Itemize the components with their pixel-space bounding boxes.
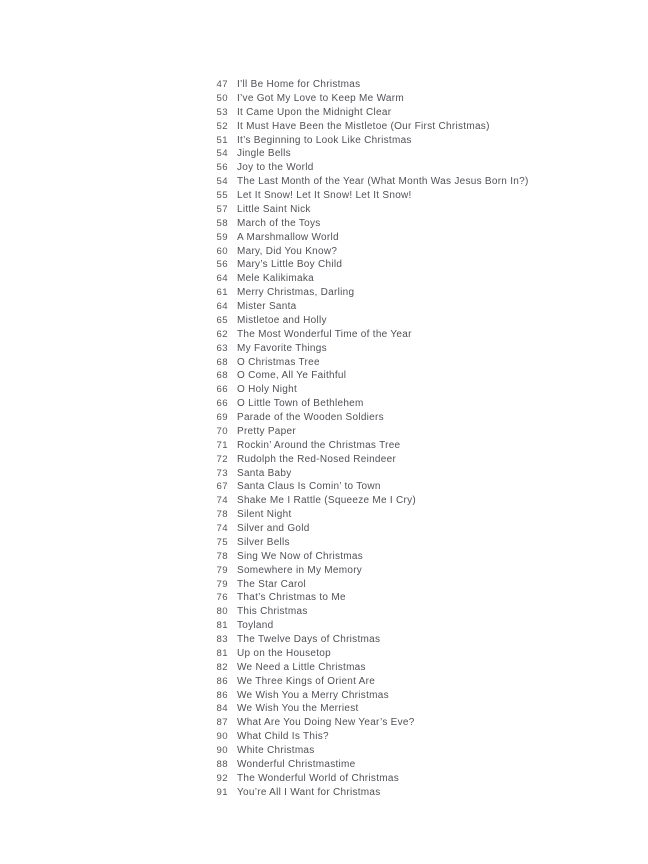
entry-song-title: O Christmas Tree [237,356,320,368]
toc-entry [196,508,529,522]
toc-entry [196,411,529,425]
toc-entry [196,397,529,411]
toc-entry [196,106,529,120]
toc-entry [196,702,529,716]
toc-entry [196,675,529,689]
entry-page-number: 82 [216,661,228,673]
toc-entry [196,328,529,342]
entry-song-title: March of the Toys [237,217,321,229]
entry-song-title: O Little Town of Bethlehem [237,398,364,410]
entry-song-title: We Need a Little Christmas [237,661,366,673]
entry-page-number: 54 [216,148,228,160]
entry-song-title: What Child Is This? [237,731,329,743]
entry-song-title: Up on the Housetop [237,647,331,659]
entry-page-number: 76 [216,592,228,604]
toc-entry [196,564,529,578]
entry-page-number: 86 [216,689,228,701]
toc-entry [196,730,529,744]
entry-page-number: 91 [216,786,228,798]
entry-page-number: 84 [216,703,228,715]
entry-page-number: 78 [216,509,228,521]
entry-song-title: Mistletoe and Holly [237,314,327,326]
entry-page-number: 65 [216,314,228,326]
entry-song-title: Somewhere in My Memory [237,564,363,576]
entry-song-title: Mary, Did You Know? [237,245,338,257]
entry-page-number: 68 [216,356,228,368]
toc-entry [196,217,529,231]
entry-song-title: It’s Beginning to Look Like Christmas [237,134,412,146]
entry-song-title: Pretty Paper [237,425,296,437]
entry-song-title: Jingle Bells [237,148,291,160]
entry-song-title: We Wish You the Merriest [237,703,359,715]
entry-song-title: The Wonderful World of Christmas [237,772,399,784]
entry-song-title: Silver and Gold [237,523,310,534]
entry-song-title: Santa Baby [237,467,292,479]
entry-page-number: 83 [216,634,228,645]
entry-page-number: 57 [216,203,228,215]
toc-entry [196,78,529,92]
entry-page-number: 73 [216,467,228,479]
entry-song-title: O Holy Night [237,384,298,396]
entry-page-number: 61 [216,287,228,299]
entry-page-number: 52 [216,120,228,132]
toc-entry [196,286,529,300]
toc-entry [196,619,529,633]
entry-page-number: 87 [216,717,228,729]
entry-song-title: I’ve Got My Love to Keep Me Warm [237,92,404,104]
toc-entry [196,647,529,661]
entry-page-number: 88 [216,758,228,770]
entry-page-number: 55 [216,190,228,201]
entry-song-title: Silent Night [237,509,292,521]
entry-page-number: 80 [216,606,228,618]
toc-entry [196,439,529,453]
toc-entry [196,689,529,703]
entry-page-number: 92 [216,772,228,784]
entry-song-title: Joy to the World [237,162,314,174]
toc-entry [196,758,529,772]
toc-entry [196,633,529,647]
entry-page-number: 66 [216,398,228,410]
entry-song-title: A Marshmallow World [237,231,339,243]
toc-entry [196,480,529,494]
entry-song-title: Mary’s Little Boy Child [237,259,343,271]
entry-page-number: 54 [216,176,228,188]
entry-song-title: Mister Santa [237,301,297,312]
entry-page-number: 81 [216,647,228,659]
entry-song-title: You’re All I Want for Christmas [237,786,381,798]
entry-page-number: 50 [216,92,228,104]
toc-entry [196,467,529,481]
entry-page-number: 56 [216,162,228,174]
entry-song-title: Little Saint Nick [237,203,311,215]
entry-song-title: Shake Me I Rattle (Squeeze Me I Cry) [237,495,417,507]
toc-entry [196,314,529,328]
toc-entry [196,494,529,508]
entry-song-title: Silver Bells [237,536,290,548]
entry-page-number: 79 [216,578,228,590]
entry-song-title: Toyland [237,620,274,632]
toc-entry [196,245,529,259]
toc-entry [196,744,529,758]
toc-entry [196,661,529,675]
toc-entry [196,92,529,106]
entry-page-number: 74 [216,523,228,534]
toc-entry [196,189,529,203]
toc-entry [196,203,529,217]
entry-page-number: 66 [216,384,228,396]
toc-entry [196,369,529,383]
entry-page-number: 47 [216,79,228,90]
entry-page-number: 58 [216,217,228,229]
toc-entry [196,134,529,148]
entry-page-number: 72 [216,453,228,465]
toc-entry [196,605,529,619]
entry-page-number: 53 [216,106,228,118]
entry-page-number: 56 [216,259,228,271]
entry-page-number: 70 [216,425,228,437]
toc-entry [196,147,529,161]
toc-entry [196,161,529,175]
entry-song-title: Rockin’ Around the Christmas Tree [237,439,401,451]
entry-page-number: 90 [216,731,228,743]
entry-page-number: 67 [216,481,228,493]
toc-entry [196,536,529,550]
entry-song-title: The Most Wonderful Time of the Year [237,328,412,340]
entry-page-number: 71 [216,439,228,451]
entry-page-number: 69 [216,412,228,423]
entry-song-title: Wonderful Christmastime [237,758,356,770]
entry-song-title: Sing We Now of Christmas [237,550,364,562]
toc-entry [196,550,529,564]
entry-song-title: It Came Upon the Midnight Clear [237,106,392,118]
toc-entry [196,300,529,314]
entry-page-number: 81 [216,620,228,632]
entry-song-title: We Three Kings of Orient Are [237,675,376,687]
entry-song-title: The Twelve Days of Christmas [237,634,381,645]
toc-entry [196,383,529,397]
entry-song-title: I’ll Be Home for Christmas [237,79,361,90]
toc-entry [196,342,529,356]
entry-page-number: 62 [216,328,228,340]
entry-page-number: 64 [216,301,228,312]
toc-entry [196,356,529,370]
entry-song-title: Santa Claus Is Comin’ to Town [237,481,381,493]
entry-song-title: This Christmas [237,606,308,618]
toc-entry [196,272,529,286]
entry-song-title: My Favorite Things [237,342,327,354]
entry-song-title: What Are You Doing New Year’s Eve? [237,717,415,729]
entry-song-title: That’s Christmas to Me [237,592,346,604]
entry-page-number: 90 [216,745,228,756]
entry-song-title: O Come, All Ye Faithful [237,370,347,382]
toc-entry [196,425,529,439]
toc-entry [196,522,529,536]
entry-song-title: Parade of the Wooden Soldiers [237,412,384,423]
toc-entry [196,231,529,245]
entry-song-title: The Star Carol [237,578,306,590]
entry-page-number: 51 [216,134,228,146]
toc-entry [196,578,529,592]
entry-song-title: The Last Month of the Year (What Month Was Jesus Born In?) [237,176,529,188]
toc-entry [196,120,529,134]
entry-song-title: We Wish You a Merry Christmas [237,689,389,701]
entry-song-title: Rudolph the Red-Nosed Reindeer [237,453,397,465]
toc-entry [196,716,529,730]
entry-page-number: 60 [216,245,228,257]
entry-song-title: Let It Snow! Let It Snow! Let It Snow! [237,190,412,201]
entry-song-title: Merry Christmas, Darling [237,287,355,299]
entry-page-number: 86 [216,675,228,687]
toc-entry [196,175,529,189]
entry-song-title: White Christmas [237,745,315,756]
toc-entry [196,453,529,467]
entry-page-number: 68 [216,370,228,382]
entry-page-number: 78 [216,550,228,562]
toc-entry [196,591,529,605]
entry-page-number: 64 [216,273,228,285]
entry-page-number: 59 [216,231,228,243]
entry-page-number: 79 [216,564,228,576]
entry-page-number: 75 [216,536,228,548]
song-index-list [196,78,529,800]
entry-page-number: 63 [216,342,228,354]
entry-song-title: Mele Kalikimaka [237,273,315,285]
toc-entry [196,786,529,800]
entry-song-title: It Must Have Been the Mistletoe (Our First Christmas) [237,120,490,132]
toc-entry [196,258,529,272]
entry-page-number: 74 [216,495,228,507]
toc-entry [196,772,529,786]
